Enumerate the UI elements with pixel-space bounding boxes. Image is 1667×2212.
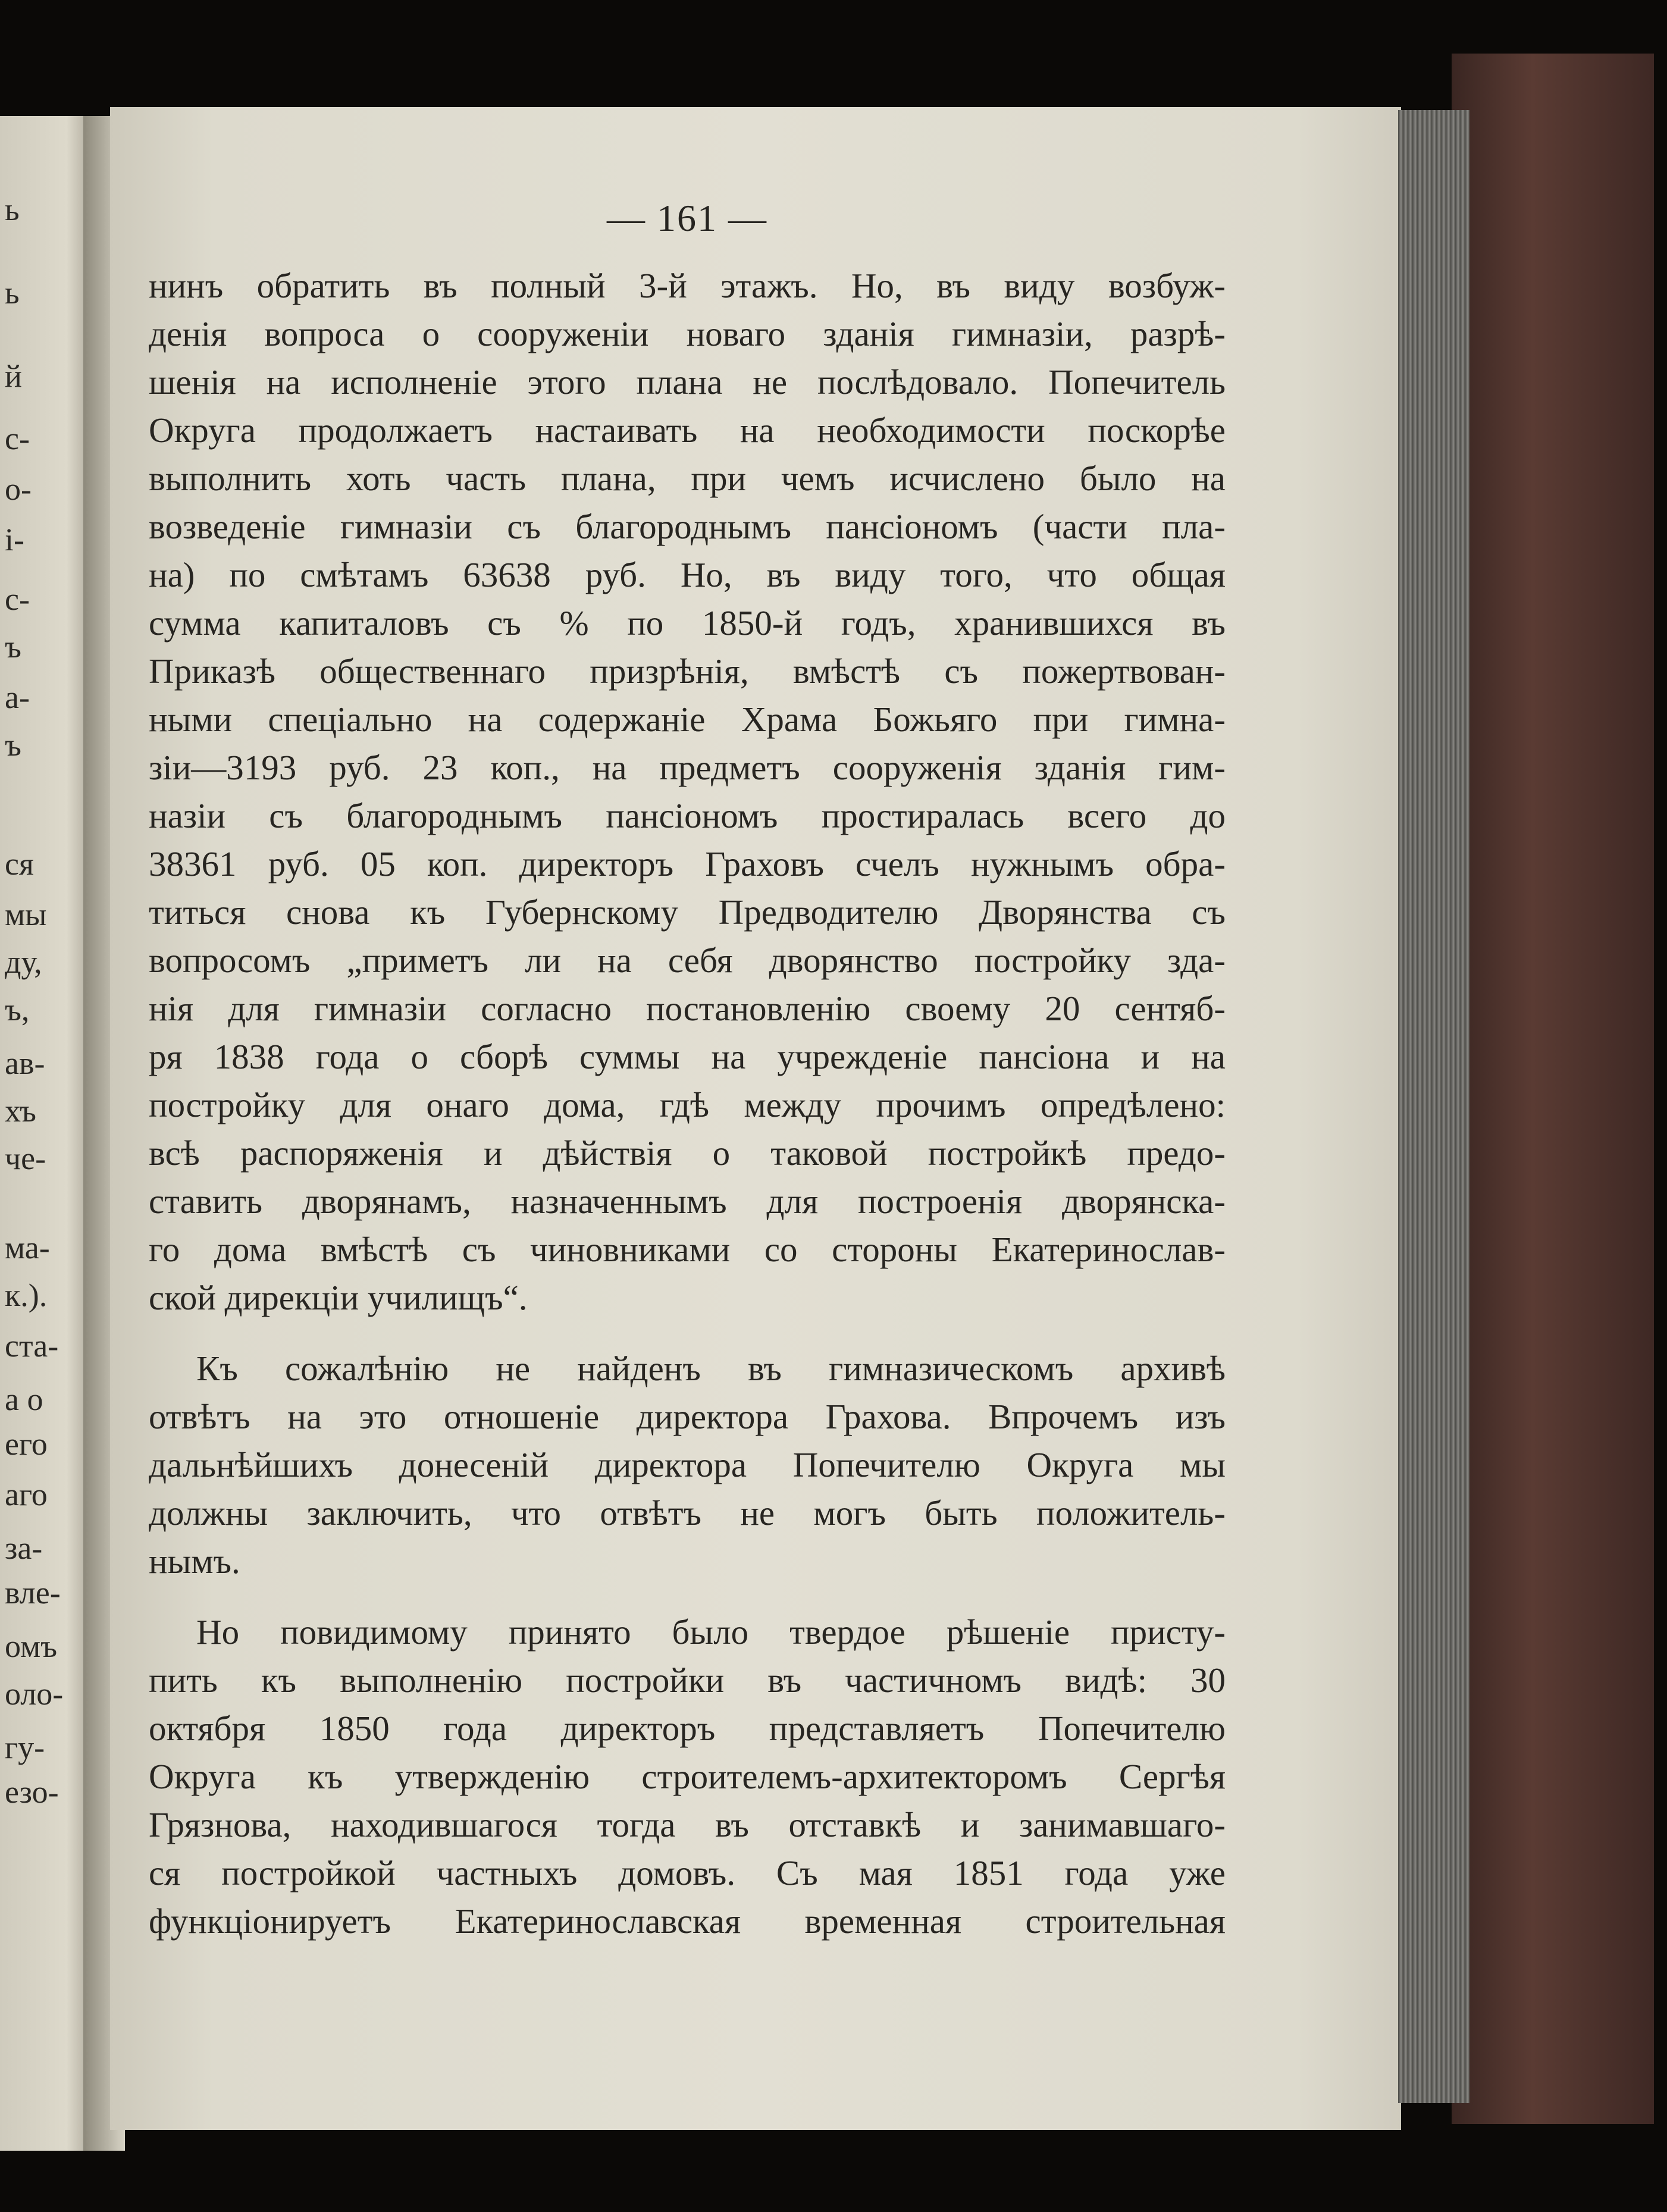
text-line: Приказѣ общественнаго призрѣнія, вмѣстѣ съ пожертвован- <box>149 651 1226 691</box>
text-line: 38361 руб. 05 коп. директоръ Граховъ счелъ нужнымъ обра- <box>149 844 1226 883</box>
left-page-fragment: аго <box>5 1477 48 1512</box>
left-page-fragment: с- <box>5 421 30 456</box>
left-page-fragment: че- <box>5 1141 46 1176</box>
text-line: на) по смѣтамъ 63638 руб. Но, въ виду того, что общая <box>149 555 1226 594</box>
text-line: постройку для онаго дома, гдѣ между прочимъ опредѣлено: <box>149 1085 1226 1124</box>
text-line: нія для гимназіи согласно постановленію своему 20 сентяб- <box>149 989 1226 1028</box>
text-line: ся постройкой частныхъ домовъ. Съ мая 1851 года уже <box>149 1853 1226 1893</box>
text-line: дальнѣйшихъ донесеній директора Попечителю Округа мы <box>149 1445 1226 1484</box>
left-page-fragment: о- <box>5 471 32 507</box>
left-page-fragment: ду, <box>5 944 42 980</box>
left-page-fragment: й <box>5 358 22 394</box>
text-line: назіи съ благороднымъ пансіономъ простиралась всего до <box>149 796 1226 835</box>
paragraph-2 <box>149 1345 1226 1586</box>
page-number: — 161 — <box>607 197 767 239</box>
left-facing-page <box>0 116 95 2151</box>
left-page-fragment: езо- <box>5 1774 59 1810</box>
left-page-fragment: ав- <box>5 1045 45 1081</box>
book-cover <box>1452 54 1654 2124</box>
text-line: шенія на исполненіе этого плана не послѣдовало. Попечитель <box>149 362 1226 402</box>
text-line: Къ сожалѣнію не найденъ въ гимназическомъ архивѣ <box>196 1349 1226 1388</box>
left-page-fragment: хъ <box>5 1093 36 1129</box>
left-page-fragment: оло- <box>5 1676 64 1712</box>
text-line: выполнить хоть часть плана, при чемъ исчислено было на <box>149 459 1226 498</box>
text-line: титься снова къ Губернскому Предводителю Дворянства съ <box>149 892 1226 932</box>
left-page-fragment: за- <box>5 1530 43 1566</box>
text-line: ря 1838 года о сборѣ суммы на учрежденіе пансіона и на <box>149 1037 1226 1076</box>
text-line: должны заключить, что отвѣтъ не могъ быть положитель- <box>149 1493 1226 1533</box>
text-line: нинъ обратить въ полный 3-й этажъ. Но, въ виду возбуж- <box>149 266 1226 305</box>
left-page-fragment: ста- <box>5 1328 59 1364</box>
left-page-fragment: мы <box>5 897 47 932</box>
text-line: вопросомъ „приметъ ли на себя дворянство постройку зда- <box>149 941 1226 980</box>
left-page-fragment: ъ <box>5 727 21 763</box>
left-page-fragment: а о <box>5 1381 43 1417</box>
left-page-fragment: і- <box>5 522 24 557</box>
text-line: возведеніе гимназіи съ благороднымъ пансіономъ (части пла- <box>149 507 1226 546</box>
left-page-fragment: ъ, <box>5 992 30 1027</box>
left-page-fragment: вле- <box>5 1575 61 1611</box>
text-line: Округа продолжаетъ настаивать на необходимости поскорѣе <box>149 411 1226 450</box>
text-line: зіи—3193 руб. 23 коп., на предметъ сооруженія зданія гим- <box>149 748 1226 787</box>
left-page-fragment: ъ <box>5 629 21 665</box>
text-line: сумма капиталовъ съ % по 1850-й годъ, хранившихся въ <box>149 603 1226 643</box>
text-line: отвѣтъ на это отношеніе директора Грахова. Впрочемъ изъ <box>149 1397 1226 1436</box>
text-line: всѣ распоряженія и дѣйствія о таковой постройкѣ предо- <box>149 1133 1226 1173</box>
text-line: Грязнова, находившагося тогда въ отставкѣ и занимавшаго- <box>149 1805 1226 1844</box>
left-page-fragment: его <box>5 1426 48 1462</box>
text-line: нымъ. <box>149 1541 240 1581</box>
page-edges <box>1398 110 1469 2103</box>
text-line: го дома вмѣстѣ съ чиновниками со стороны Екатеринослав- <box>149 1230 1226 1269</box>
text-line: денія вопроса о сооруженіи новаго зданія гимназіи, разрѣ- <box>149 314 1226 353</box>
left-page-fragment: омъ <box>5 1628 58 1664</box>
left-page-fragment: ь <box>5 275 20 311</box>
text-line: ставить дворянамъ, назначеннымъ для построенія дворянска- <box>149 1182 1226 1221</box>
text-line: Округа къ утвержденію строителемъ-архитекторомъ Сергѣя <box>149 1757 1226 1796</box>
text-line: пить къ выполненію постройки въ частичномъ видѣ: 30 <box>149 1660 1226 1700</box>
text-line: ской дирекціи училищъ“. <box>149 1278 528 1317</box>
paragraph-3 <box>149 1608 1226 1945</box>
left-page-fragment: а- <box>5 679 30 715</box>
page-text <box>149 262 1226 1945</box>
text-line: ными спеціально на содержаніе Храма Божьяго при гимна- <box>149 700 1226 739</box>
text-line: Но повидимому принято было твердое рѣшеніе присту- <box>196 1612 1226 1652</box>
left-page-fragment: ма- <box>5 1230 50 1265</box>
paragraph-1 <box>149 262 1226 1322</box>
left-page-fragment: к.). <box>5 1277 48 1313</box>
text-line: функціонируетъ Екатеринославская временная строительная <box>149 1901 1226 1941</box>
left-page-fragment: ь <box>5 192 20 227</box>
left-page-fragment: ся <box>5 846 34 882</box>
left-page-fragment: с- <box>5 581 30 617</box>
text-line: октября 1850 года директоръ представляетъ Попечителю <box>149 1709 1226 1748</box>
left-page-fragment: гу- <box>5 1730 45 1765</box>
